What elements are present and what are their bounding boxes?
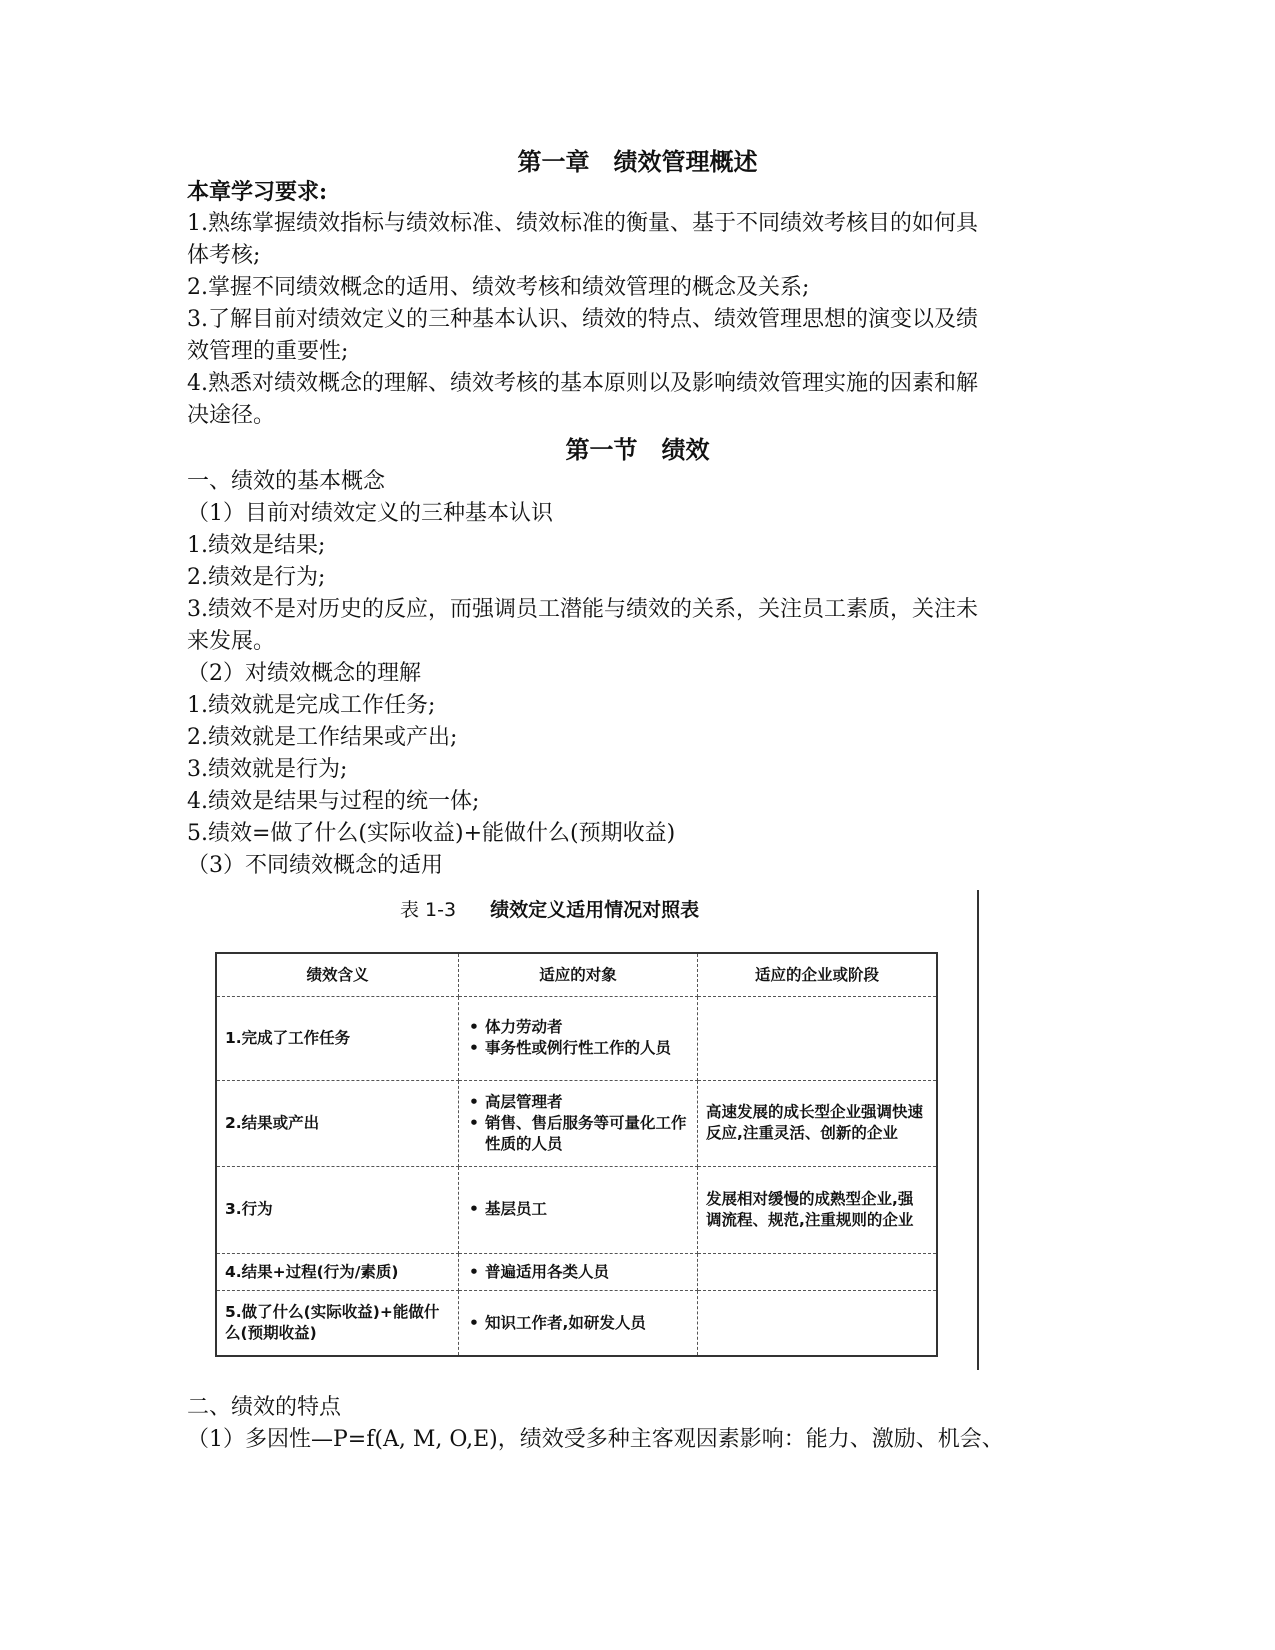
target-item: • 销售、售后服务等可量化工作性质的人员 — [485, 1113, 689, 1155]
table-row — [216, 1080, 937, 1166]
header-stage: 适应的企业或阶段 — [698, 953, 938, 997]
cell-stage: 发展相对缓慢的成熟型企业,强调流程、规范,注重规则的企业 — [698, 1166, 938, 1254]
cell-targets — [459, 1166, 698, 1254]
requirement-line: 3.了解目前对绩效定义的三种基本认识、绩效的特点、绩效管理思想的演变以及绩 — [187, 307, 978, 332]
sub1-item: 1.绩效是结果; — [187, 533, 326, 558]
header-meaning: 绩效含义 — [216, 953, 459, 997]
cell-stage: 高速发展的成长型企业强调快速反应,注重灵活、创新的企业 — [698, 1080, 938, 1166]
cell-meaning: 3.行为 — [216, 1166, 459, 1254]
sub2-item: 5.绩效=做了什么(实际收益)+能做什么(预期收益) — [187, 821, 676, 846]
cell-targets — [459, 1254, 698, 1291]
sub1-heading: （1）目前对绩效定义的三种基本认识 — [187, 501, 553, 526]
sub2-item: 1.绩效就是完成工作任务; — [187, 693, 436, 718]
target-item: • 事务性或例行性工作的人员 — [485, 1038, 689, 1059]
cell-stage — [698, 997, 938, 1081]
cell-meaning: 1.完成了工作任务 — [216, 997, 459, 1081]
table-caption-title: 绩效定义适用情况对照表 — [490, 899, 700, 921]
sub1-item: 3.绩效不是对历史的反应，而强调员工潜能与绩效的关系，关注员工素质，关注未 — [187, 597, 978, 622]
cell-targets — [459, 1291, 698, 1356]
sub2-item: 4.绩效是结果与过程的统一体; — [187, 789, 480, 814]
chapter-title: 第一章 绩效管理概述 — [517, 147, 758, 176]
target-item: • 高层管理者 — [485, 1092, 689, 1113]
part1-heading: 一、绩效的基本概念 — [187, 469, 386, 494]
margin-rule — [977, 890, 979, 1370]
cell-targets — [459, 1080, 698, 1166]
part2-heading: 二、绩效的特点 — [187, 1395, 342, 1420]
cell-targets — [459, 997, 698, 1081]
table-row — [216, 1291, 937, 1356]
sub1-item: 2.绩效是行为; — [187, 565, 326, 590]
target-item: • 体力劳动者 — [485, 1017, 689, 1038]
requirement-line: 决途径。 — [187, 403, 276, 428]
section-title: 第一节 绩效 — [565, 435, 710, 464]
requirement-line: 体考核; — [187, 243, 261, 268]
sub2-heading: （2）对绩效概念的理解 — [187, 661, 421, 686]
sub2-item: 3.绩效就是行为; — [187, 757, 348, 782]
target-item: • 知识工作者,如研发人员 — [485, 1313, 689, 1334]
table-row — [216, 1166, 937, 1254]
table-row — [216, 1254, 937, 1291]
definition-table — [215, 952, 938, 1357]
sub2-item: 2.绩效就是工作结果或产出; — [187, 725, 458, 750]
cell-meaning: 5.做了什么(实际收益)+能做什么(预期收益) — [216, 1291, 459, 1356]
requirement-line: 2.掌握不同绩效概念的适用、绩效考核和绩效管理的概念及关系; — [187, 275, 810, 300]
header-targets: 适应的对象 — [459, 953, 698, 997]
table-caption — [400, 895, 699, 922]
part2-line: （1）多因性—P=f(A, M, O,E)，绩效受多种主客观因素影响：能力、激励、机会、 — [187, 1427, 1004, 1452]
sub3-heading: （3）不同绩效概念的适用 — [187, 853, 443, 878]
cell-stage — [698, 1254, 938, 1291]
requirement-line: 1.熟练掌握绩效指标与绩效标准、绩效标准的衡量、基于不同绩效考核目的如何具 — [187, 211, 978, 236]
target-item: • 基层员工 — [485, 1199, 689, 1220]
table-header-row — [216, 953, 937, 997]
target-item: • 普遍适用各类人员 — [485, 1262, 689, 1283]
cell-stage — [698, 1291, 938, 1356]
table-caption-number: 表 1-3 — [400, 899, 457, 921]
cell-meaning: 2.结果或产出 — [216, 1080, 459, 1166]
requirement-line: 4.熟悉对绩效概念的理解、绩效考核的基本原则以及影响绩效管理实施的因素和解 — [187, 371, 978, 396]
requirement-line: 效管理的重要性; — [187, 339, 349, 364]
sub1-item: 来发展。 — [187, 629, 276, 654]
table-row — [216, 997, 937, 1081]
requirements-heading: 本章学习要求: — [187, 179, 328, 205]
cell-meaning: 4.结果+过程(行为/素质) — [216, 1254, 459, 1291]
